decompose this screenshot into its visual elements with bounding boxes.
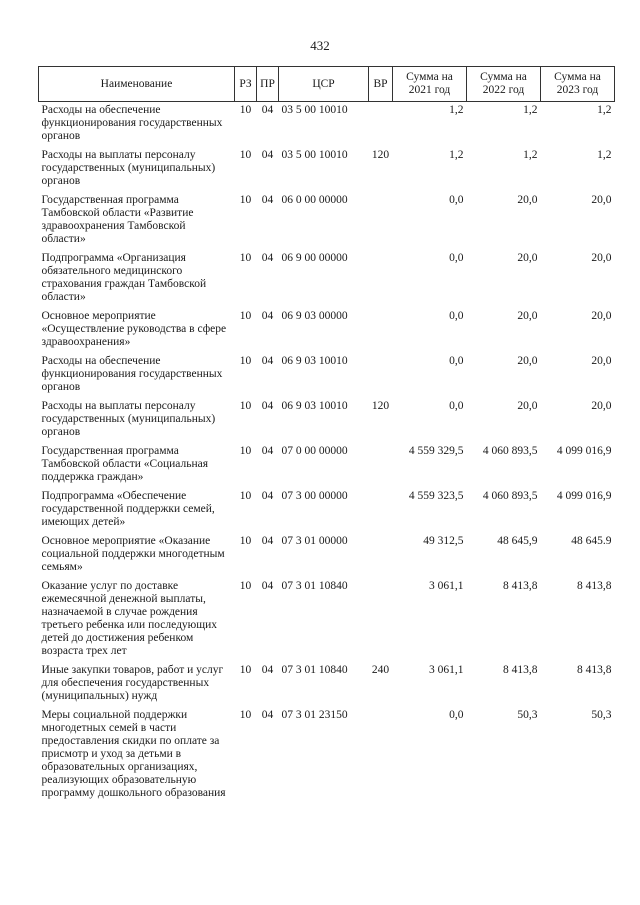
cell-vr bbox=[369, 250, 393, 308]
cell-sum-2022: 20,0 bbox=[517, 400, 538, 412]
cell-sum-2021: 3 061,1 bbox=[429, 664, 464, 676]
cell-rz: 10 bbox=[239, 490, 252, 502]
cell-csr: 06 0 00 00000 bbox=[281, 194, 348, 206]
table-row bbox=[39, 250, 615, 308]
table-row bbox=[39, 443, 615, 488]
cell-csr: 06 9 03 10010 bbox=[281, 355, 348, 367]
cell-rz: 10 bbox=[239, 104, 252, 116]
budget-table bbox=[38, 66, 615, 804]
cell-sum-2023: 8 413,8 bbox=[577, 664, 612, 676]
cell-sum-2023: 4 099 016,9 bbox=[556, 445, 612, 457]
cell-rz: 10 bbox=[239, 252, 252, 264]
cell-sum-2021: 4 559 323,5 bbox=[408, 490, 464, 502]
cell-name: Подпрограмма «Обеспечение государственной поддержки семей, имеющих детей» bbox=[41, 490, 215, 528]
cell-pr: 04 bbox=[261, 535, 274, 547]
cell-pr: 04 bbox=[261, 104, 274, 116]
cell-csr: 07 3 00 00000 bbox=[281, 490, 348, 502]
cell-sum-2023: 20,0 bbox=[591, 252, 612, 264]
cell-rz: 10 bbox=[239, 664, 252, 676]
cell-sum-2023: 50,3 bbox=[591, 709, 612, 721]
cell-vr bbox=[369, 578, 393, 662]
cell-sum-2022: 50,3 bbox=[517, 709, 538, 721]
cell-pr: 04 bbox=[261, 310, 274, 322]
cell-csr: 07 3 01 23150 bbox=[281, 709, 348, 721]
cell-sum-2021: 0,0 bbox=[449, 310, 464, 322]
cell-rz: 10 bbox=[239, 400, 252, 412]
cell-sum-2022: 8 413,8 bbox=[503, 664, 538, 676]
cell-sum-2021: 0,0 bbox=[449, 252, 464, 264]
header-sum-2021: Сумма на 2021 год bbox=[393, 67, 467, 102]
cell-vr bbox=[369, 707, 393, 804]
table-row bbox=[39, 192, 615, 250]
cell-vr bbox=[369, 308, 393, 353]
cell-sum-2023: 20,0 bbox=[591, 400, 612, 412]
table-header-row bbox=[39, 67, 615, 102]
cell-csr: 03 5 00 10010 bbox=[281, 104, 348, 116]
cell-pr: 04 bbox=[261, 709, 274, 721]
table-row bbox=[39, 147, 615, 192]
header-vr: ВР bbox=[369, 67, 393, 102]
table-row bbox=[39, 662, 615, 707]
cell-sum-2022: 20,0 bbox=[517, 252, 538, 264]
cell-sum-2021: 1,2 bbox=[449, 149, 464, 161]
table-row bbox=[39, 707, 615, 804]
header-pr: ПР bbox=[257, 67, 279, 102]
cell-rz: 10 bbox=[239, 709, 252, 721]
cell-vr: 120 bbox=[371, 149, 390, 161]
cell-csr: 07 3 01 00000 bbox=[281, 535, 348, 547]
cell-vr bbox=[369, 102, 393, 148]
table-row bbox=[39, 488, 615, 533]
cell-sum-2023: 20,0 bbox=[591, 310, 612, 322]
cell-sum-2023: 1,2 bbox=[597, 149, 612, 161]
cell-sum-2021: 49 312,5 bbox=[423, 535, 464, 547]
cell-rz: 10 bbox=[239, 580, 252, 592]
cell-sum-2021: 0,0 bbox=[449, 400, 464, 412]
cell-sum-2022: 1,2 bbox=[523, 149, 538, 161]
table-row bbox=[39, 533, 615, 578]
cell-sum-2023: 20,0 bbox=[591, 355, 612, 367]
cell-sum-2021: 1,2 bbox=[449, 104, 464, 116]
cell-vr bbox=[369, 192, 393, 250]
cell-pr: 04 bbox=[261, 252, 274, 264]
cell-sum-2023: 8 413,8 bbox=[577, 580, 612, 592]
cell-name: Оказание услуг по доставке ежемесячной денежной выплаты, назначаемой в случае рождения третьего ребенка или последующих детей до достижения ребенком возраста трех лет bbox=[41, 580, 218, 657]
cell-sum-2022: 48 645,9 bbox=[497, 535, 538, 547]
cell-rz: 10 bbox=[239, 535, 252, 547]
cell-vr: 120 bbox=[371, 400, 390, 412]
cell-name: Основное мероприятие «Оказание социальной поддержки многодетным семьям» bbox=[41, 535, 225, 573]
cell-csr: 06 9 03 00000 bbox=[281, 310, 348, 322]
cell-vr bbox=[369, 488, 393, 533]
cell-vr bbox=[369, 353, 393, 398]
table-row bbox=[39, 578, 615, 662]
cell-name: Расходы на обеспечение функционирования государственных органов bbox=[41, 104, 223, 142]
cell-pr: 04 bbox=[261, 194, 274, 206]
header-sum-2023: Сумма на 2023 год bbox=[541, 67, 615, 102]
cell-rz: 10 bbox=[239, 355, 252, 367]
cell-sum-2022: 20,0 bbox=[517, 194, 538, 206]
cell-sum-2023: 20,0 bbox=[591, 194, 612, 206]
cell-vr: 240 bbox=[371, 664, 390, 676]
cell-name: Государственная программа Тамбовской области «Развитие здравоохранения Тамбовской области» bbox=[41, 194, 194, 245]
cell-vr bbox=[369, 533, 393, 578]
cell-sum-2022: 8 413,8 bbox=[503, 580, 538, 592]
table-row bbox=[39, 353, 615, 398]
page-number: 432 bbox=[310, 38, 330, 53]
header-sum-2022: Сумма на 2022 год bbox=[467, 67, 541, 102]
table-row bbox=[39, 398, 615, 443]
cell-sum-2022: 1,2 bbox=[523, 104, 538, 116]
header-rz: РЗ bbox=[235, 67, 257, 102]
cell-name: Иные закупки товаров, работ и услуг для обеспечения государственных (муниципальных) нужд bbox=[41, 664, 224, 702]
cell-sum-2021: 0,0 bbox=[449, 355, 464, 367]
cell-pr: 04 bbox=[261, 355, 274, 367]
cell-name: Меры социальной поддержки многодетных семей в части предоставления скидки по оплате за присмотр и уход за детьми в образовательных организациях, реализующих образовательную программу дошкольного образования bbox=[41, 709, 226, 799]
cell-pr: 04 bbox=[261, 445, 274, 457]
cell-csr: 07 3 01 10840 bbox=[281, 580, 348, 592]
cell-rz: 10 bbox=[239, 310, 252, 322]
cell-sum-2021: 3 061,1 bbox=[429, 580, 464, 592]
table-body bbox=[39, 102, 615, 805]
cell-name: Подпрограмма «Организация обязательного медицинского страхования граждан Тамбовской области» bbox=[41, 252, 207, 303]
cell-pr: 04 bbox=[261, 149, 274, 161]
cell-pr: 04 bbox=[261, 490, 274, 502]
header-name: Наименование bbox=[39, 67, 235, 102]
cell-vr bbox=[369, 443, 393, 488]
cell-sum-2023: 1,2 bbox=[597, 104, 612, 116]
cell-name: Расходы на обеспечение функционирования государственных органов bbox=[41, 355, 223, 393]
cell-rz: 10 bbox=[239, 149, 252, 161]
cell-pr: 04 bbox=[261, 400, 274, 412]
cell-name: Расходы на выплаты персоналу государственных (муниципальных) органов bbox=[41, 149, 216, 187]
header-csr: ЦСР bbox=[279, 67, 369, 102]
cell-sum-2023: 48 645.9 bbox=[571, 535, 612, 547]
cell-rz: 10 bbox=[239, 445, 252, 457]
cell-sum-2022: 20,0 bbox=[517, 310, 538, 322]
table-row bbox=[39, 102, 615, 148]
cell-sum-2022: 4 060 893,5 bbox=[482, 490, 538, 502]
cell-pr: 04 bbox=[261, 664, 274, 676]
cell-name: Государственная программа Тамбовской области «Социальная поддержка граждан» bbox=[41, 445, 209, 483]
table-row bbox=[39, 308, 615, 353]
cell-csr: 06 9 00 00000 bbox=[281, 252, 348, 264]
cell-sum-2022: 4 060 893,5 bbox=[482, 445, 538, 457]
cell-sum-2021: 0,0 bbox=[449, 194, 464, 206]
cell-csr: 06 9 03 10010 bbox=[281, 400, 348, 412]
cell-sum-2021: 0,0 bbox=[449, 709, 464, 721]
cell-csr: 07 0 00 00000 bbox=[281, 445, 348, 457]
cell-csr: 07 3 01 10840 bbox=[281, 664, 348, 676]
cell-pr: 04 bbox=[261, 580, 274, 592]
cell-sum-2021: 4 559 329,5 bbox=[408, 445, 464, 457]
cell-rz: 10 bbox=[239, 194, 252, 206]
cell-name: Основное мероприятие «Осуществление руководства в сфере здравоохранения» bbox=[41, 310, 227, 348]
cell-sum-2023: 4 099 016,9 bbox=[556, 490, 612, 502]
cell-csr: 03 5 00 10010 bbox=[281, 149, 348, 161]
cell-sum-2022: 20,0 bbox=[517, 355, 538, 367]
cell-name: Расходы на выплаты персоналу государственных (муниципальных) органов bbox=[41, 400, 216, 438]
